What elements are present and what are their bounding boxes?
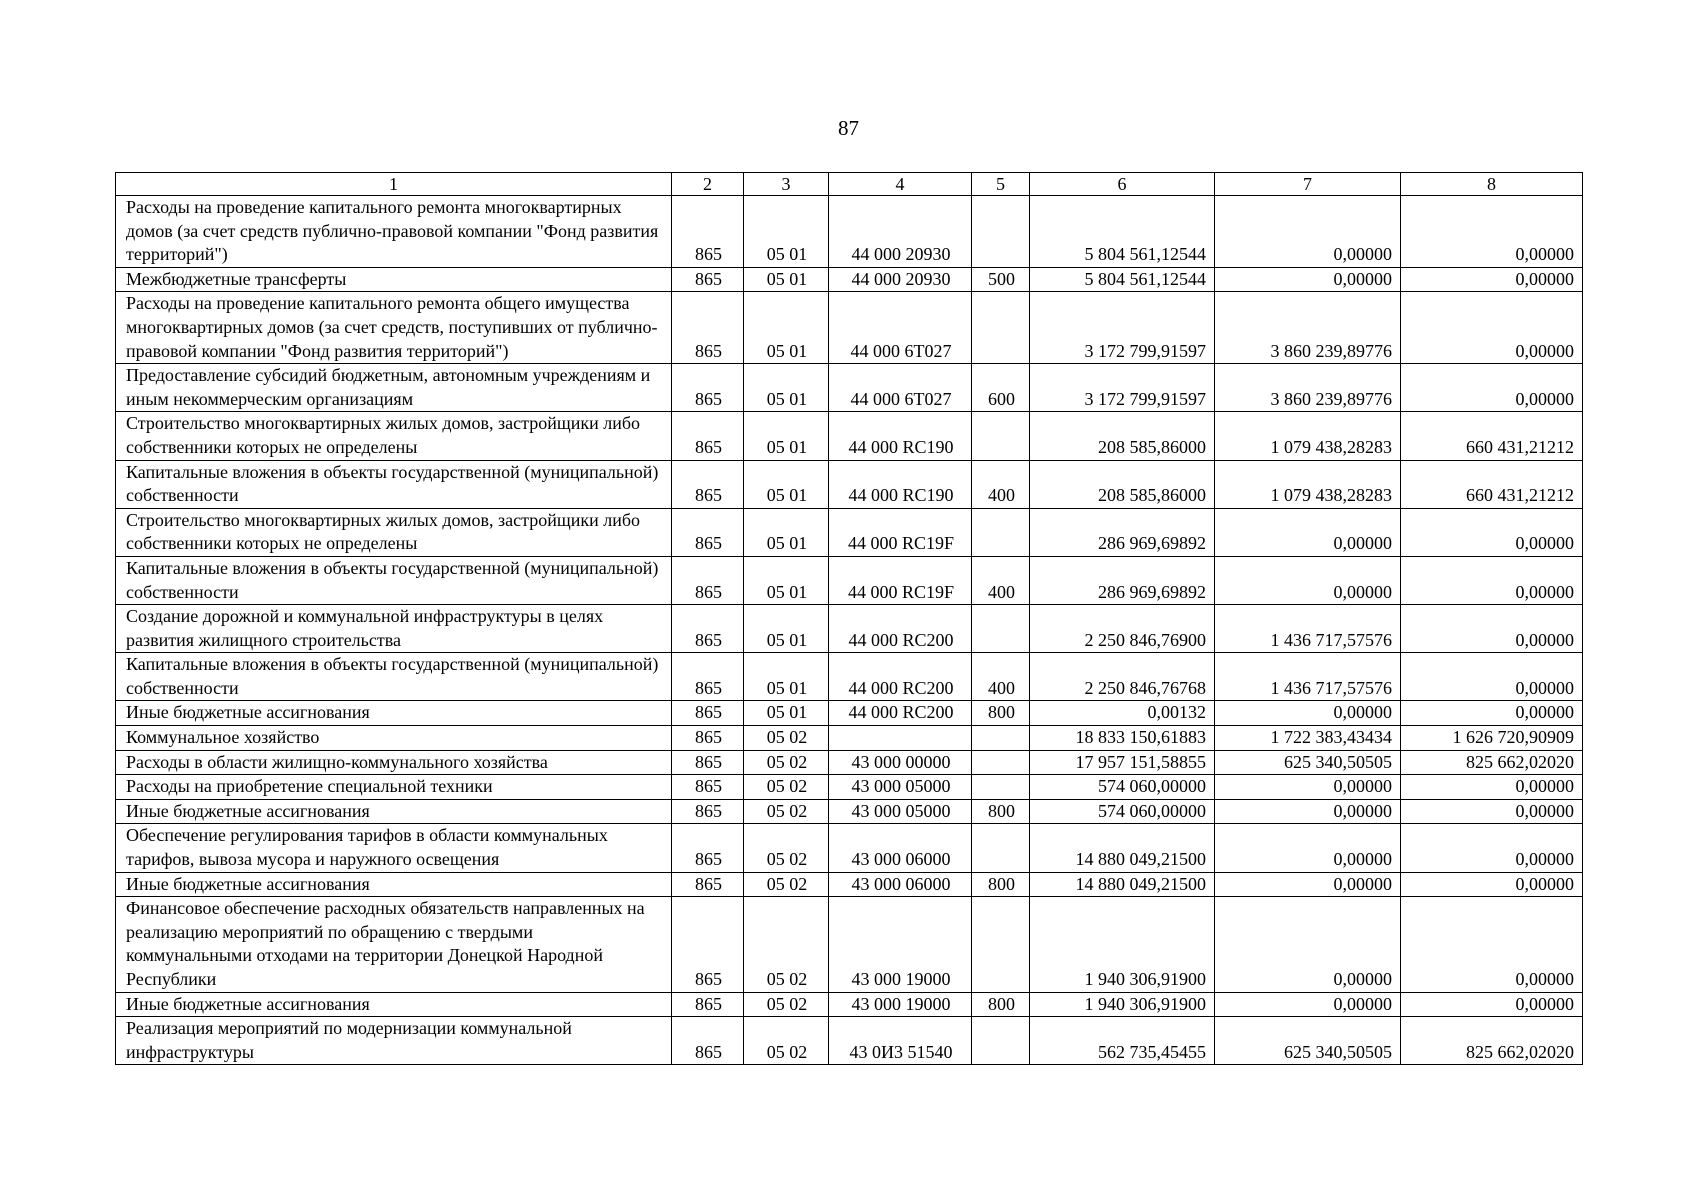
row-col-3: 05 02 bbox=[744, 726, 829, 751]
row-description: Расходы на приобретение специальной техники bbox=[116, 775, 672, 800]
row-col-5 bbox=[972, 196, 1030, 268]
row-col-4: 44 000 RC19F bbox=[829, 556, 972, 604]
row-col-6: 5 804 561,12544 bbox=[1030, 196, 1215, 268]
row-description: Расходы в области жилищно-коммунального хозяйства bbox=[116, 750, 672, 775]
row-col-2: 865 bbox=[672, 897, 744, 992]
row-col-4: 43 000 06000 bbox=[829, 872, 972, 897]
header-col-6: 6 bbox=[1030, 173, 1215, 196]
table-row bbox=[116, 775, 1583, 800]
row-col-5 bbox=[972, 775, 1030, 800]
row-col-6: 0,00132 bbox=[1030, 701, 1215, 726]
row-col-3: 05 02 bbox=[744, 992, 829, 1017]
row-col-6: 208 585,86000 bbox=[1030, 460, 1215, 508]
row-col-2: 865 bbox=[672, 750, 744, 775]
table-row bbox=[116, 897, 1583, 992]
row-description: Капитальные вложения в объекты государственной (муниципальной) собственности bbox=[116, 653, 672, 701]
row-col-3: 05 01 bbox=[744, 605, 829, 653]
row-col-8: 825 662,02020 bbox=[1401, 1017, 1583, 1065]
row-col-3: 05 01 bbox=[744, 653, 829, 701]
header-row bbox=[116, 173, 1583, 196]
table-row bbox=[116, 750, 1583, 775]
budget-table bbox=[115, 172, 1583, 1065]
table-row bbox=[116, 364, 1583, 412]
row-col-6: 208 585,86000 bbox=[1030, 412, 1215, 460]
row-col-2: 865 bbox=[672, 605, 744, 653]
table-row bbox=[116, 556, 1583, 604]
row-col-6: 1 940 306,91900 bbox=[1030, 992, 1215, 1017]
row-col-3: 05 02 bbox=[744, 1017, 829, 1065]
row-col-2: 865 bbox=[672, 872, 744, 897]
row-description: Финансовое обеспечение расходных обязательств направленных на реализацию мероприятий по обращению с твердыми коммунальными отходами на территории Донецкой Народной Республики bbox=[116, 897, 672, 992]
row-col-2: 865 bbox=[672, 701, 744, 726]
row-col-5: 800 bbox=[972, 799, 1030, 824]
row-description: Создание дорожной и коммунальной инфраструктуры в целях развития жилищного строительства bbox=[116, 605, 672, 653]
row-col-7: 0,00000 bbox=[1215, 701, 1401, 726]
row-col-8: 0,00000 bbox=[1401, 799, 1583, 824]
row-col-8: 0,00000 bbox=[1401, 196, 1583, 268]
row-col-7: 1 436 717,57576 bbox=[1215, 605, 1401, 653]
row-col-6: 3 172 799,91597 bbox=[1030, 292, 1215, 364]
row-col-6: 562 735,45455 bbox=[1030, 1017, 1215, 1065]
row-col-7: 3 860 239,89776 bbox=[1215, 364, 1401, 412]
header-col-2: 2 bbox=[672, 173, 744, 196]
row-col-6: 18 833 150,61883 bbox=[1030, 726, 1215, 751]
row-col-5 bbox=[972, 824, 1030, 872]
row-col-7: 1 722 383,43434 bbox=[1215, 726, 1401, 751]
row-description: Обеспечение регулирования тарифов в области коммунальных тарифов, вывоза мусора и наружного освещения bbox=[116, 824, 672, 872]
row-col-2: 865 bbox=[672, 992, 744, 1017]
row-col-5: 400 bbox=[972, 556, 1030, 604]
table-row bbox=[116, 1017, 1583, 1065]
row-col-2: 865 bbox=[672, 775, 744, 800]
row-col-2: 865 bbox=[672, 1017, 744, 1065]
row-description: Расходы на проведение капитального ремонта многоквартирных домов (за счет средств публично-правовой компании "Фонд развития территорий") bbox=[116, 196, 672, 268]
row-col-4: 44 000 RC200 bbox=[829, 701, 972, 726]
row-col-5: 400 bbox=[972, 653, 1030, 701]
row-col-4: 43 000 05000 bbox=[829, 799, 972, 824]
row-col-3: 05 01 bbox=[744, 701, 829, 726]
table-row bbox=[116, 196, 1583, 268]
row-col-5: 800 bbox=[972, 701, 1030, 726]
row-col-3: 05 02 bbox=[744, 775, 829, 800]
row-col-8: 0,00000 bbox=[1401, 775, 1583, 800]
row-col-3: 05 01 bbox=[744, 460, 829, 508]
row-col-7: 0,00000 bbox=[1215, 775, 1401, 800]
row-col-7: 0,00000 bbox=[1215, 508, 1401, 556]
row-col-7: 0,00000 bbox=[1215, 897, 1401, 992]
row-col-2: 865 bbox=[672, 196, 744, 268]
row-col-8: 0,00000 bbox=[1401, 701, 1583, 726]
row-description: Строительство многоквартирных жилых домов, застройщики либо собственники которых не определены bbox=[116, 508, 672, 556]
row-col-6: 1 940 306,91900 bbox=[1030, 897, 1215, 992]
row-col-4 bbox=[829, 726, 972, 751]
row-col-6: 286 969,69892 bbox=[1030, 508, 1215, 556]
row-col-6: 2 250 846,76768 bbox=[1030, 653, 1215, 701]
row-col-3: 05 01 bbox=[744, 412, 829, 460]
row-description: Иные бюджетные ассигнования bbox=[116, 872, 672, 897]
row-description: Предоставление субсидий бюджетным, автономным учреждениям и иным некоммерческим организациям bbox=[116, 364, 672, 412]
row-col-5 bbox=[972, 1017, 1030, 1065]
row-col-2: 865 bbox=[672, 364, 744, 412]
row-description: Строительство многоквартирных жилых домов, застройщики либо собственники которых не определены bbox=[116, 412, 672, 460]
row-col-3: 05 02 bbox=[744, 872, 829, 897]
row-col-5 bbox=[972, 750, 1030, 775]
row-col-3: 05 01 bbox=[744, 556, 829, 604]
row-col-8: 0,00000 bbox=[1401, 267, 1583, 292]
row-col-6: 574 060,00000 bbox=[1030, 775, 1215, 800]
table-row bbox=[116, 508, 1583, 556]
row-col-7: 0,00000 bbox=[1215, 799, 1401, 824]
row-col-7: 3 860 239,89776 bbox=[1215, 292, 1401, 364]
header-col-1: 1 bbox=[116, 173, 672, 196]
row-col-6: 286 969,69892 bbox=[1030, 556, 1215, 604]
row-col-2: 865 bbox=[672, 653, 744, 701]
row-col-6: 2 250 846,76900 bbox=[1030, 605, 1215, 653]
table-row bbox=[116, 992, 1583, 1017]
row-col-8: 660 431,21212 bbox=[1401, 460, 1583, 508]
row-col-8: 0,00000 bbox=[1401, 364, 1583, 412]
row-col-5 bbox=[972, 726, 1030, 751]
row-col-3: 05 01 bbox=[744, 508, 829, 556]
row-col-6: 574 060,00000 bbox=[1030, 799, 1215, 824]
row-col-7: 625 340,50505 bbox=[1215, 750, 1401, 775]
table-header bbox=[116, 173, 1583, 196]
table-row bbox=[116, 824, 1583, 872]
row-col-4: 44 000 6Т027 bbox=[829, 292, 972, 364]
table-row bbox=[116, 267, 1583, 292]
row-description: Иные бюджетные ассигнования bbox=[116, 799, 672, 824]
row-col-7: 1 436 717,57576 bbox=[1215, 653, 1401, 701]
row-col-3: 05 02 bbox=[744, 897, 829, 992]
row-col-4: 43 000 19000 bbox=[829, 992, 972, 1017]
row-col-4: 43 000 05000 bbox=[829, 775, 972, 800]
row-col-6: 14 880 049,21500 bbox=[1030, 872, 1215, 897]
row-description: Реализация мероприятий по модернизации коммунальной инфраструктуры bbox=[116, 1017, 672, 1065]
row-col-7: 0,00000 bbox=[1215, 992, 1401, 1017]
row-col-7: 0,00000 bbox=[1215, 556, 1401, 604]
row-description: Расходы на проведение капитального ремонта общего имущества многоквартирных домов (за счет средств, поступивших от публично-правовой компании "Фонд развития территорий") bbox=[116, 292, 672, 364]
table-row bbox=[116, 872, 1583, 897]
row-col-3: 05 01 bbox=[744, 364, 829, 412]
header-col-3: 3 bbox=[744, 173, 829, 196]
row-col-6: 3 172 799,91597 bbox=[1030, 364, 1215, 412]
row-col-3: 05 01 bbox=[744, 267, 829, 292]
row-col-4: 43 000 00000 bbox=[829, 750, 972, 775]
row-col-2: 865 bbox=[672, 726, 744, 751]
table-row bbox=[116, 726, 1583, 751]
header-col-7: 7 bbox=[1215, 173, 1401, 196]
row-col-4: 43 0И3 51540 bbox=[829, 1017, 972, 1065]
row-col-8: 0,00000 bbox=[1401, 897, 1583, 992]
table-row bbox=[116, 412, 1583, 460]
row-col-2: 865 bbox=[672, 267, 744, 292]
row-col-5 bbox=[972, 897, 1030, 992]
row-col-2: 865 bbox=[672, 460, 744, 508]
row-col-8: 0,00000 bbox=[1401, 605, 1583, 653]
row-col-7: 625 340,50505 bbox=[1215, 1017, 1401, 1065]
row-col-8: 0,00000 bbox=[1401, 992, 1583, 1017]
header-col-5: 5 bbox=[972, 173, 1030, 196]
row-description: Капитальные вложения в объекты государственной (муниципальной) собственности bbox=[116, 460, 672, 508]
row-description: Капитальные вложения в объекты государственной (муниципальной) собственности bbox=[116, 556, 672, 604]
row-col-5 bbox=[972, 412, 1030, 460]
row-col-4: 44 000 RC19F bbox=[829, 508, 972, 556]
row-col-8: 0,00000 bbox=[1401, 872, 1583, 897]
row-col-4: 44 000 RC200 bbox=[829, 605, 972, 653]
row-col-5: 500 bbox=[972, 267, 1030, 292]
row-description: Иные бюджетные ассигнования bbox=[116, 992, 672, 1017]
row-col-4: 44 000 20930 bbox=[829, 267, 972, 292]
row-col-7: 0,00000 bbox=[1215, 196, 1401, 268]
row-col-4: 43 000 19000 bbox=[829, 897, 972, 992]
row-col-2: 865 bbox=[672, 556, 744, 604]
header-col-4: 4 bbox=[829, 173, 972, 196]
header-col-8: 8 bbox=[1401, 173, 1583, 196]
row-col-6: 5 804 561,12544 bbox=[1030, 267, 1215, 292]
row-col-8: 0,00000 bbox=[1401, 292, 1583, 364]
row-col-2: 865 bbox=[672, 824, 744, 872]
row-col-3: 05 02 bbox=[744, 750, 829, 775]
row-col-8: 0,00000 bbox=[1401, 824, 1583, 872]
row-col-4: 44 000 20930 bbox=[829, 196, 972, 268]
table-row bbox=[116, 701, 1583, 726]
page-number: 87 bbox=[838, 116, 859, 140]
row-col-2: 865 bbox=[672, 799, 744, 824]
row-col-3: 05 02 bbox=[744, 799, 829, 824]
row-col-4: 44 000 RC190 bbox=[829, 460, 972, 508]
row-col-7: 0,00000 bbox=[1215, 267, 1401, 292]
row-col-3: 05 01 bbox=[744, 292, 829, 364]
row-col-2: 865 bbox=[672, 412, 744, 460]
row-description: Коммунальное хозяйство bbox=[116, 726, 672, 751]
row-col-5: 400 bbox=[972, 460, 1030, 508]
row-col-5 bbox=[972, 292, 1030, 364]
row-col-4: 43 000 06000 bbox=[829, 824, 972, 872]
table-row bbox=[116, 460, 1583, 508]
row-col-5: 800 bbox=[972, 872, 1030, 897]
row-col-8: 660 431,21212 bbox=[1401, 412, 1583, 460]
row-col-8: 0,00000 bbox=[1401, 508, 1583, 556]
table-row bbox=[116, 292, 1583, 364]
table-body bbox=[116, 196, 1583, 1065]
table-row bbox=[116, 799, 1583, 824]
row-col-5 bbox=[972, 508, 1030, 556]
row-col-8: 0,00000 bbox=[1401, 556, 1583, 604]
table-row bbox=[116, 653, 1583, 701]
table-row bbox=[116, 605, 1583, 653]
row-col-4: 44 000 RC190 bbox=[829, 412, 972, 460]
row-col-4: 44 000 RC200 bbox=[829, 653, 972, 701]
row-col-7: 0,00000 bbox=[1215, 824, 1401, 872]
row-description: Межбюджетные трансферты bbox=[116, 267, 672, 292]
row-col-5: 800 bbox=[972, 992, 1030, 1017]
row-col-6: 14 880 049,21500 bbox=[1030, 824, 1215, 872]
row-description: Иные бюджетные ассигнования bbox=[116, 701, 672, 726]
row-col-7: 0,00000 bbox=[1215, 872, 1401, 897]
row-col-5: 600 bbox=[972, 364, 1030, 412]
row-col-7: 1 079 438,28283 bbox=[1215, 460, 1401, 508]
row-col-2: 865 bbox=[672, 508, 744, 556]
row-col-8: 1 626 720,90909 bbox=[1401, 726, 1583, 751]
row-col-6: 17 957 151,58855 bbox=[1030, 750, 1215, 775]
row-col-2: 865 bbox=[672, 292, 744, 364]
row-col-8: 0,00000 bbox=[1401, 653, 1583, 701]
row-col-7: 1 079 438,28283 bbox=[1215, 412, 1401, 460]
row-col-5 bbox=[972, 605, 1030, 653]
row-col-8: 825 662,02020 bbox=[1401, 750, 1583, 775]
row-col-3: 05 02 bbox=[744, 824, 829, 872]
row-col-3: 05 01 bbox=[744, 196, 829, 268]
row-col-4: 44 000 6Т027 bbox=[829, 364, 972, 412]
